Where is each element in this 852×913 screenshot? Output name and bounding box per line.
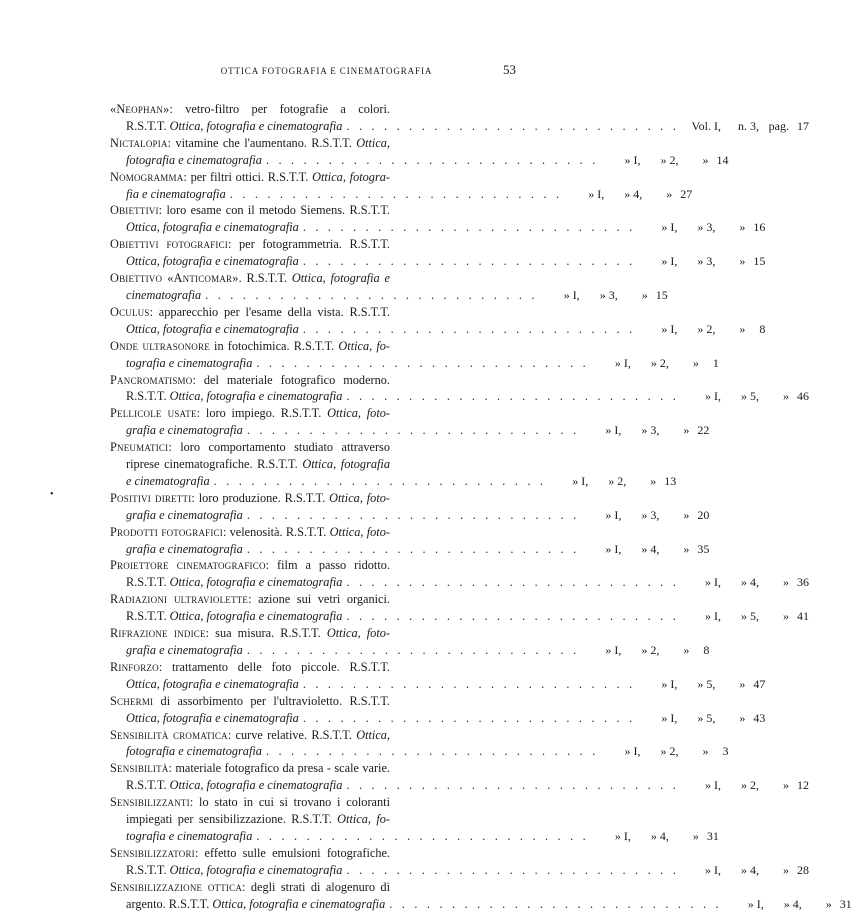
issue-number: » 3, — [599, 287, 618, 302]
entry-line: Ottica, fotografia e cinematografia — [126, 220, 299, 235]
entry-line: Proiettore cinematografico: film a passo ridotto. — [110, 558, 390, 573]
issue-number: n. 3, — [737, 118, 759, 133]
page-label: » — [739, 676, 746, 691]
volume: » I, — [661, 220, 678, 235]
entry-reference — [679, 862, 809, 879]
issue-number: » 2, — [660, 152, 679, 167]
volume: » I, — [614, 828, 631, 843]
index-entry — [110, 625, 710, 659]
index-entry — [110, 439, 677, 490]
entry-line: tografia e cinematografia — [126, 828, 253, 843]
volume: » I, — [704, 778, 721, 793]
page-ref: 27 — [680, 186, 693, 201]
issue-number: » 5, — [740, 389, 759, 404]
entry-line: Rinforzo: trattamento delle foto piccole. R.S.T.T. — [110, 659, 390, 674]
leader-dots: . . . . . . . . . . . . . . . . . . . . . . . . . . . — [246, 541, 580, 556]
index-entry — [110, 372, 809, 406]
page-ref: 36 — [796, 575, 809, 590]
index-entry — [110, 169, 693, 203]
entry-last-line — [110, 219, 766, 236]
issue-number: » 4, — [650, 828, 669, 843]
page-ref: 15 — [753, 254, 766, 269]
issue-number: » 5, — [740, 609, 759, 624]
leader-dots: . . . . . . . . . . . . . . . . . . . . . . . . . . . — [246, 507, 580, 522]
entry-line: Obiettivi fotografici: per fotogrammetria. R.S.T.T. — [110, 237, 390, 252]
volume: » I, — [605, 541, 622, 556]
issue-number: » 3, — [641, 423, 660, 438]
page-label: » — [782, 609, 789, 624]
index-entry — [110, 659, 766, 693]
volume: » I, — [624, 744, 641, 759]
leader-dots: . . . . . . . . . . . . . . . . . . . . . . . . . . . — [346, 389, 679, 404]
entry-last-line — [110, 507, 710, 524]
page-label: » — [739, 254, 746, 269]
page-number: 53 — [503, 62, 516, 77]
entry-last-line — [110, 287, 668, 304]
index-entry — [110, 794, 719, 845]
index-entry — [110, 557, 809, 591]
entry-reference — [579, 507, 709, 524]
page-ref: 14 — [716, 152, 729, 167]
leader-dots: . . . . . . . . . . . . . . . . . . . . . . . . . . . — [256, 355, 589, 370]
leader-dots: . . . . . . . . . . . . . . . . . . . . . . . . . . . — [229, 186, 563, 201]
entry-last-line — [110, 473, 677, 490]
volume: » I, — [704, 575, 721, 590]
issue-number: » 3, — [641, 507, 660, 522]
index-entry — [110, 760, 809, 794]
page-ref: 43 — [753, 710, 766, 725]
entry-line: fotografia e cinematografia — [126, 152, 262, 167]
leader-dots: . . . . . . . . . . . . . . . . . . . . . . . . . . . — [346, 778, 679, 793]
entry-line: Sensibilità cromatica: curve relative. R.S.T.T. Ottica, — [110, 727, 390, 742]
volume: » I, — [661, 676, 678, 691]
leader-dots: . . . . . . . . . . . . . . . . . . . . . . . . . . . — [346, 609, 679, 624]
index-entry — [110, 490, 710, 524]
entry-reference — [679, 118, 809, 135]
page-ref: 1 — [712, 355, 719, 370]
entry-last-line — [110, 321, 766, 338]
entry-line: Radiazioni ultraviolette: azione sui vetri organici. — [110, 592, 391, 607]
issue-number: » 4, — [641, 541, 660, 556]
leader-dots: . . . . . . . . . . . . . . . . . . . . . . . . . . . — [213, 473, 547, 488]
stray-mark: • — [50, 489, 54, 500]
entry-line: fotografia e cinematografia — [126, 744, 262, 759]
leader-dots: . . . . . . . . . . . . . . . . . . . . . . . . . . . — [205, 287, 538, 302]
page-ref: 35 — [697, 541, 710, 556]
page-ref: 16 — [753, 220, 766, 235]
index-entry — [110, 405, 710, 439]
entry-last-line — [110, 422, 710, 439]
index-entry — [110, 101, 809, 135]
entry-reference — [599, 743, 729, 760]
entry-line: «Neophan»: vetro-filtro per fotografie a colori. — [110, 102, 390, 116]
entry-line: Prodotti fotografici: velenosità. R.S.T.T. Ottica, foto- — [110, 524, 390, 539]
entry-reference — [579, 422, 709, 439]
entry-reference — [562, 186, 692, 203]
entry-reference — [635, 253, 765, 270]
page-label: » — [683, 643, 690, 657]
entry-last-line — [110, 541, 710, 558]
page-ref: 31 — [839, 896, 852, 911]
entry-last-line — [110, 676, 766, 693]
entry-line: Ottica, fotografia e cinematografia — [126, 710, 299, 725]
entry-reference — [599, 152, 729, 169]
entry-reference — [589, 828, 719, 845]
index-entry — [110, 135, 729, 169]
entry-line: grafia e cinematografia — [126, 423, 243, 438]
page-ref: 20 — [697, 507, 710, 522]
page-label: » — [692, 355, 699, 370]
index-entry — [110, 304, 766, 338]
page-label: » — [782, 389, 789, 404]
entry-line: Sensibilità: materiale fotografico da presa - scale varie. — [110, 761, 390, 776]
leader-dots: . . . . . . . . . . . . . . . . . . . . . . . . . . . — [346, 575, 679, 590]
page-label: » — [702, 152, 709, 167]
entry-line: Ottica, fotografia e cinematografia — [126, 254, 299, 269]
entry-reference — [635, 219, 765, 236]
leader-dots: . . . . . . . . . . . . . . . . . . . . . . . . . . . — [246, 423, 580, 438]
entry-reference — [679, 574, 809, 591]
entry-line: Sensibilizzatori: effetto sulle emulsioni fotografiche. — [110, 845, 390, 860]
entry-line: riprese cinematografiche. R.S.T.T. Ottica, fotografia — [126, 457, 390, 472]
index-entry — [110, 693, 766, 727]
page-ref: 8 — [703, 643, 710, 657]
page-ref: 41 — [796, 609, 809, 624]
issue-number: » 2, — [660, 744, 679, 759]
entry-reference — [679, 777, 809, 794]
index-entry — [110, 236, 766, 270]
index-entry — [110, 845, 809, 879]
entry-line: R.S.T.T. Ottica, fotografia e cinematografia — [126, 778, 343, 793]
entry-line: impiegati per sensibilizzazione. R.S.T.T. Ottica, fo- — [126, 812, 390, 827]
page-label: » — [692, 828, 699, 843]
index-entry — [110, 270, 668, 304]
entry-line: Pancromatismo: del materiale fotografico moderno. — [110, 372, 390, 387]
entry-line: Sensibilizzazione ottica: degli strati di alogenuro di — [110, 879, 390, 894]
entry-last-line — [110, 152, 729, 169]
volume: » I, — [624, 152, 641, 167]
volume: » I, — [605, 423, 622, 438]
issue-number: » 3, — [697, 220, 716, 235]
leader-dots: . . . . . . . . . . . . . . . . . . . . . . . . . . . — [389, 896, 722, 911]
page-ref: 28 — [796, 862, 809, 877]
page-ref: 17 — [796, 118, 809, 133]
entry-line: R.S.T.T. Ottica, fotografia e cinematografia — [126, 118, 343, 133]
page-ref: 31 — [706, 828, 719, 843]
entry-line: Obiettivi: loro esame con il metodo Siemens. R.S.T.T. — [110, 203, 390, 218]
entry-line: Rifrazione indice: sua misura. R.S.T.T. Ottica, foto- — [110, 626, 390, 641]
entry-line: argento. R.S.T.T. Ottica, fotografia e cinematografia — [126, 896, 386, 911]
entry-line: Pneumatici: loro comportamento studiato attraverso — [110, 440, 390, 455]
index-entry — [110, 338, 719, 372]
entry-line: R.S.T.T. Ottica, fotografia e cinematografia — [126, 609, 343, 624]
entry-reference — [538, 287, 668, 304]
leader-dots: . . . . . . . . . . . . . . . . . . . . . . . . . . . — [302, 321, 636, 336]
page-ref: 3 — [722, 744, 729, 759]
volume: » I, — [588, 186, 605, 201]
leader-dots: . . . . . . . . . . . . . . . . . . . . . . . . . . . — [302, 254, 636, 269]
page-label: » — [641, 287, 648, 302]
entry-last-line — [110, 355, 719, 372]
page-label: » — [650, 473, 657, 488]
entry-line: Sensibilizzanti: lo stato in cui si trovano i coloranti — [110, 795, 390, 810]
entry-last-line — [110, 743, 729, 760]
entry-reference — [635, 676, 765, 693]
issue-number: » 4, — [783, 896, 802, 911]
page-label: pag. — [768, 118, 789, 133]
page-label: » — [666, 186, 673, 201]
leader-dots: . . . . . . . . . . . . . . . . . . . . . . . . . . . — [256, 828, 589, 843]
entry-last-line — [110, 862, 809, 879]
entry-line: cinematografia — [126, 287, 202, 302]
entry-last-line — [110, 186, 693, 203]
leader-dots: . . . . . . . . . . . . . . . . . . . . . . . . . . . — [302, 220, 636, 235]
volume: » I, — [661, 321, 678, 336]
entry-last-line — [110, 642, 710, 659]
page-label: » — [739, 710, 746, 725]
entry-last-line — [110, 777, 809, 794]
volume: » I, — [661, 710, 678, 725]
volume: » I, — [605, 507, 622, 522]
page-label: » — [825, 896, 832, 911]
leader-dots: . . . . . . . . . . . . . . . . . . . . . . . . . . . — [246, 643, 580, 657]
entry-line: Pellicole usate: loro impiego. R.S.T.T. Ottica, foto- — [110, 406, 390, 421]
entry-line: Oculus: apparecchio per l'esame della vista. R.S.T.T. — [110, 304, 390, 319]
page-label: » — [782, 862, 789, 877]
entry-last-line — [110, 896, 852, 913]
entry-line: R.S.T.T. Ottica, fotografia e cinematografia — [126, 575, 343, 590]
leader-dots: . . . . . . . . . . . . . . . . . . . . . . . . . . . — [302, 676, 636, 691]
page-label: » — [782, 575, 789, 590]
issue-number: » 2, — [650, 355, 669, 370]
entry-reference — [679, 608, 809, 625]
index-entry — [110, 591, 809, 625]
entry-line: grafia e cinematografia — [126, 541, 243, 556]
index-entry — [110, 727, 729, 761]
entry-reference — [579, 642, 709, 659]
volume: » I, — [704, 609, 721, 624]
volume: » I, — [704, 862, 721, 877]
entry-reference — [635, 321, 765, 338]
entry-line: Onde ultrasonore in fotochimica. R.S.T.T. Ottica, fo- — [110, 338, 391, 353]
entry-line: R.S.T.T. Ottica, fotografia e cinematografia — [126, 389, 343, 404]
index-entry — [110, 879, 852, 913]
entry-line: R.S.T.T. Ottica, fotografia e cinematografia — [126, 862, 343, 877]
page-label: » — [702, 744, 709, 759]
issue-number: » 4, — [624, 186, 643, 201]
page-ref: 46 — [796, 389, 809, 404]
issue-number: » 2, — [697, 321, 716, 336]
entry-reference — [722, 896, 852, 913]
volume: » I, — [563, 287, 580, 302]
entry-line: Schermi di assorbimento per l'ultravioletto. R.S.T.T. — [110, 693, 390, 708]
issue-number: » 4, — [740, 862, 759, 877]
issue-number: » 2, — [740, 778, 759, 793]
issue-number: » 3, — [697, 254, 716, 269]
entry-line: Nictalopia: vitamine che l'aumentano. R.S.T.T. Ottica, — [110, 135, 390, 150]
entry-last-line — [110, 608, 809, 625]
issue-number: » 2, — [608, 473, 627, 488]
page-label: » — [683, 541, 690, 556]
issue-number: » 5, — [697, 676, 716, 691]
volume: » I, — [614, 355, 631, 370]
page-ref: 8 — [759, 321, 766, 336]
entry-line: e cinematografia — [126, 473, 210, 488]
page-ref: 12 — [796, 778, 809, 793]
entry-line: Ottica, fotografia e cinematografia — [126, 676, 299, 691]
volume: » I, — [605, 643, 622, 657]
entry-last-line — [110, 253, 766, 270]
leader-dots: . . . . . . . . . . . . . . . . . . . . . . . . . . . — [265, 744, 599, 759]
entry-last-line — [110, 118, 809, 135]
entry-line: Nomogramma: per filtri ottici. R.S.T.T. Ottica, fotogra- — [110, 169, 390, 184]
entry-line: grafia e cinematografia — [126, 507, 243, 522]
page-ref: 13 — [664, 473, 677, 488]
volume: » I, — [747, 896, 764, 911]
page-label: » — [739, 321, 746, 336]
entry-reference — [546, 473, 676, 490]
issue-number: » 5, — [697, 710, 716, 725]
entry-line: Obiettivo «Anticomar». R.S.T.T. Ottica, fotografia e — [110, 271, 390, 286]
entry-reference — [679, 388, 809, 405]
index-entry — [110, 202, 766, 236]
page-ref: 15 — [655, 287, 668, 302]
entry-last-line — [110, 574, 809, 591]
issue-number: » 4, — [740, 575, 759, 590]
index-entry — [110, 524, 710, 558]
volume: » I, — [704, 389, 721, 404]
page-label: » — [683, 507, 690, 522]
running-title: OTTICA FOTOGRAFIA E CINEMATOGRAFIA — [220, 66, 433, 76]
entry-last-line — [110, 388, 809, 405]
entry-reference — [579, 541, 709, 558]
leader-dots: . . . . . . . . . . . . . . . . . . . . . . . . . . . — [265, 152, 599, 167]
volume: » I, — [572, 473, 589, 488]
entry-line: Ottica, fotografia e cinematografia — [126, 321, 299, 336]
volume: Vol. I, — [691, 118, 721, 133]
volume: » I, — [661, 254, 678, 269]
entry-line: fia e cinematografia — [126, 186, 226, 201]
entry-reference — [589, 355, 719, 372]
page-ref: 22 — [697, 423, 710, 438]
running-head — [110, 62, 516, 78]
issue-number: » 2, — [641, 643, 660, 657]
index-entries — [110, 101, 852, 913]
entry-line: grafia e cinematografia — [126, 643, 243, 657]
page-ref: 47 — [753, 676, 766, 691]
entry-reference — [635, 710, 765, 727]
leader-dots: . . . . . . . . . . . . . . . . . . . . . . . . . . . — [346, 862, 679, 877]
entry-line: tografia e cinematografia — [126, 355, 253, 370]
leader-dots: . . . . . . . . . . . . . . . . . . . . . . . . . . . — [346, 118, 679, 133]
entry-last-line — [110, 710, 766, 727]
page-label: » — [739, 220, 746, 235]
entry-line: Positivi diretti: loro produzione. R.S.T.T. Ottica, foto- — [110, 490, 390, 505]
page-label: » — [782, 778, 789, 793]
page-label: » — [683, 423, 690, 438]
leader-dots: . . . . . . . . . . . . . . . . . . . . . . . . . . . — [302, 710, 636, 725]
entry-last-line — [110, 828, 719, 845]
